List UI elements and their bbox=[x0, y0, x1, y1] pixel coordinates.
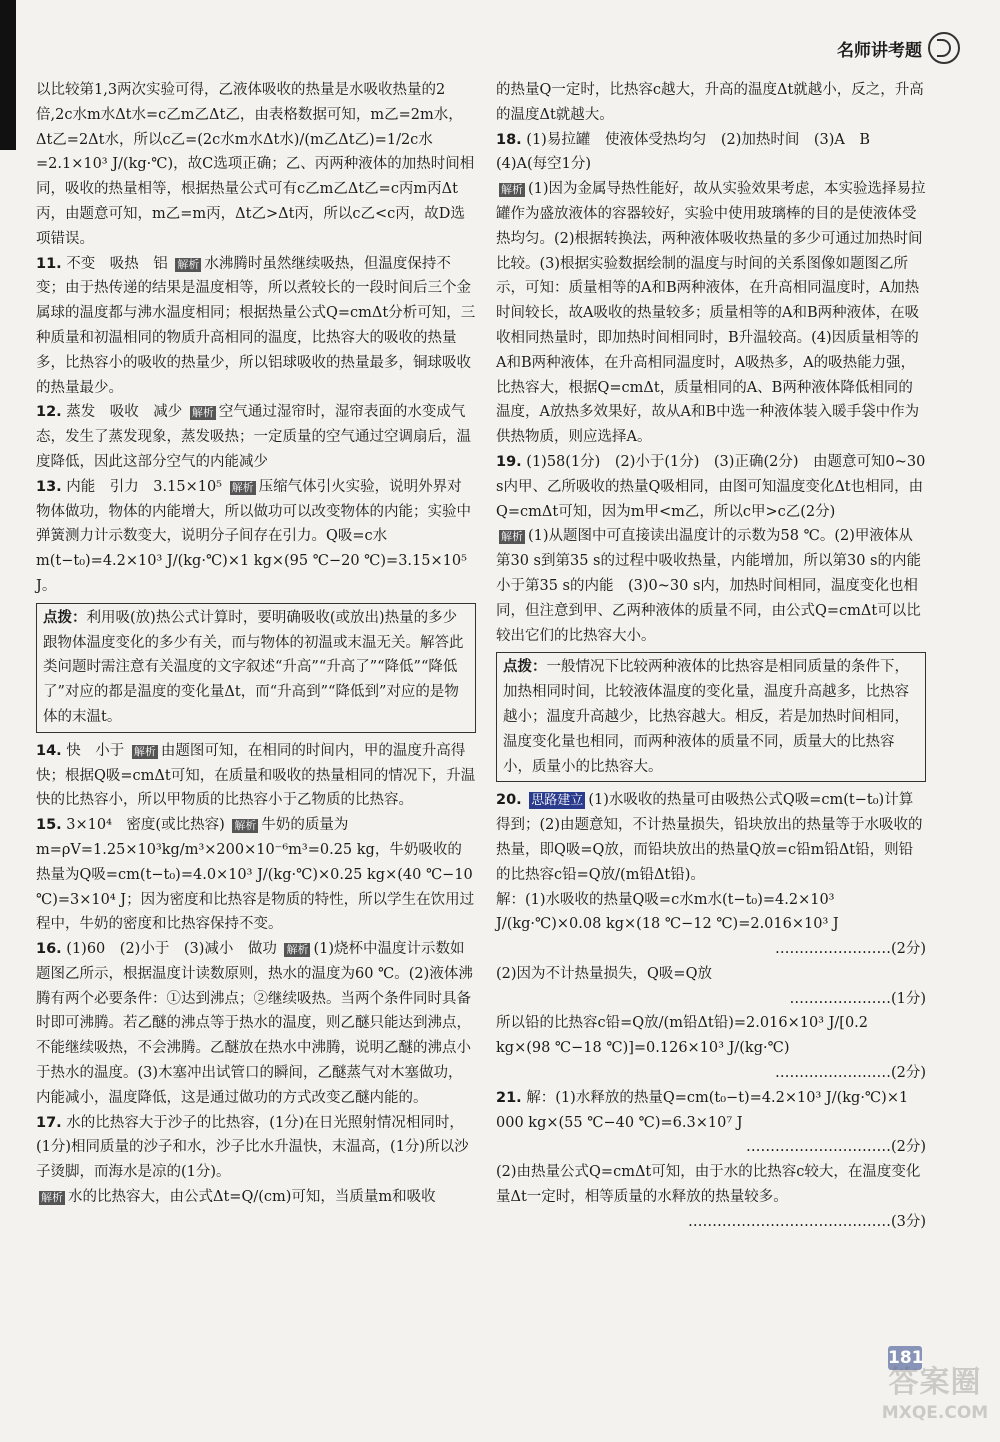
score: ……………………………………(3分) bbox=[687, 1213, 926, 1230]
header-title: 名师讲考题 bbox=[837, 40, 922, 61]
answer: 不变 吸热 铝 bbox=[66, 255, 168, 272]
watermark: 答案圈 MXQE.COM bbox=[881, 1365, 989, 1423]
score: …………………(1分) bbox=[789, 990, 926, 1007]
question-19: 19. (1)58(1分) (2)小于(1分) (3)正确(2分) 由题意可知0~30 s内甲、乙所吸收的热量Q吸相同，由图可知温度变化Δt也相同，由Q=cmΔt可知，因为m甲<m乙，所以c甲>c乙(2分) 解析 (1)从题图中可直接读出温度计的示数为58 ℃。(2)甲液体从第30 s到第35 s的过程中吸收热量，内能增加，所以第30 s的内能小于第35 s的内能 (3)0~30 s内，加热时间相同，温度变化也相同，但注意到甲、乙两种液体的质量不同，由公式Q=cmΔt可以比较出它们的比热容大小。 bbox=[496, 453, 926, 644]
analysis-tag: 解析 bbox=[191, 406, 214, 420]
solution-step: (2)因为不计热量损失，Q吸=Q放 …………………(1分) bbox=[496, 962, 926, 1012]
question-12: 12. 蒸发 吸收 减少 解析 空气通过湿帘时，湿帘表面的水变成气态，发生了蒸发现象，蒸发吸热；一定质量的空气通过空调扇后，温度降低，因此这部分空气的内能减少 bbox=[36, 404, 471, 470]
analysis-tag: 解析 bbox=[177, 257, 200, 271]
analysis-tag: 解析 bbox=[286, 943, 309, 957]
question-17-analysis bbox=[36, 1185, 476, 1210]
analysis-tag: 解析 bbox=[501, 530, 523, 544]
continued-text: 的热量Q一定时，比热容c越大，升高的温度Δt就越小，反之，升高的温度Δt就越大。 bbox=[496, 82, 924, 123]
thinking-tag: 思路建立 bbox=[531, 793, 584, 809]
score: ……………………(2分) bbox=[774, 941, 926, 958]
analysis-tag: 解析 bbox=[231, 480, 254, 494]
answer: (1)60 (2)小于 (3)减小 做功 bbox=[66, 941, 277, 958]
question-15: 15. 3×10⁴ 密度(或比热容) 解析 牛奶的质量为m=ρV=1.25×10³kg/m³×200×10⁻⁶m³=0.25 kg，牛奶吸收的热量为Q吸=cm(t−t₀)=4.0×10³ J/(kg·℃)×0.25 kg×(40 ℃−10 ℃)=3×10⁴ J；因为密度和比热容是物质的特性，所以学生在饮用过程中，牛奶的密度和比热容保持不变。 bbox=[36, 817, 475, 933]
analysis-text: (1)因为金属导热性能好，故从实验效果考虑，本实验选择易拉罐作为盛放液体的容器较好，实验中使用玻璃棒的目的是使液体受热均匀。(2)根据转换法，两种液体吸收热量的多少可通过加热时间比较。(3)根据实验数据绘制的温度与时间的关系图像如题图乙所示，可知：质量相等的A和B两种液体，在升高相同温度时，A加热时间较长，故A吸收的热量较多；质量相等的A和B两种液体，在吸收相同热量时，即加热时间相同时，B升温较高。(4)因质量相等的A和B两种液体，在升高相同温度时，A吸热多，A的吸热能力强，比热容大，根据Q=cmΔt，质量相同的A、B两种液体降低相同的温度，A放热多效果好，故从A和B中选一种液体装入暖手袋中作为供热物质，则应选择A。 bbox=[496, 181, 926, 446]
question-11: 11. 不变 吸热 铝 解析 水沸腾时虽然继续吸热，但温度保持不变；由于热传递的结果是温度相等，所以煮较长的一段时间后三个金属球的温度都与沸水温度相同；根据热量公式Q=cmΔt分析可知，三种质量和初温相同的物质升高相同的温度，比热容大的吸收的热量多，比热容小的吸收的热量少，所以铝球吸收的热量最多，铜球吸收的热量最少。 bbox=[36, 255, 476, 396]
analysis-text: (1)从题图中可直接读出温度计的示数为58 ℃。(2)甲液体从第30 s到第35 s的过程中吸收热量，内能增加，所以第30 s的内能小于第35 s的内能 (3)0~30 s内，加热时间相同，温度变化也相同，但注意到甲、乙两种液体的质量不同，由公式Q=cmΔt可以比较出它们的比热容大小。 bbox=[496, 528, 922, 644]
analysis-text: (1)烧杯中温度计示数如题图乙所示，根据温度计读数原则，热水的温度为60 ℃。(2)液体沸腾有两个必要条件：①达到沸点；②继续吸热。当两个条件同时具备时即可沸腾。若乙醚的沸点等于热水的温度，则乙醚只能达到沸点，不能继续吸热，不会沸腾。乙醚放在热水中沸腾，说明乙醚的沸点小于热水的温度。(3)木塞冲出试管口的瞬间，乙醚蒸气对木塞做功，内能减小，温度降低，这是通过做功的方式改变乙醚内能的。 bbox=[36, 941, 473, 1106]
analysis-text: 由题图可知，在相同的时间内，甲的温度升高得快；根据Q吸=cmΔt可知，在质量和吸收的热量相同的情况下，升温快的比热容小，所以甲物质的比热容小于乙物质的比热容。 bbox=[36, 742, 476, 809]
question-18: 18. (1)易拉罐 使液体受热均匀 (2)加热时间 (3)A B (4)A(每空1分) 解析 (1)因为金属导热性能好，故从实验效果考虑，本实验选择易拉罐作为盛放液体的容器较好，实验中使用玻璃棒的目的是使液体受热均匀。(2)根据转换法，两种液体吸收热量的多少可通过加热时间比较。(3)根据实验数据绘制的温度与时间的关系图像如题图乙所示，可知：质量相等的A和B两种液体，在升高相同温度时，A加热时间较长，故A吸收的热量较多；质量相等的A和B两种液体，在吸收相同热量时，即加热时间相同时，B升温较高。(4)因质量相等的A和B两种液体，在升高相同温度时，A吸热多，A的吸热能力强，比热容大，根据Q=cmΔt，质量相同的A、B两种液体降低相同的温度，A放热多效果好，故从A和B中选一种液体装入暖手袋中作为供热物质，则应选择A。 bbox=[496, 131, 926, 446]
answer: 快 小于 bbox=[66, 742, 125, 759]
score: …………………………(2分) bbox=[745, 1139, 926, 1156]
question-13: 13. 内能 引力 3.15×10⁵ 解析 压缩气体引火实验，说明外界对物体做功，物体的内能增大，所以做功可以改变物体的内能；实验中弹簧测力计示数变大，说明分子间存在引力。Q吸=c水m(t−t₀)=4.2×10³ J/(kg·℃)×1 kg×(95 ℃−20 ℃)=3.15×10⁵ J。 bbox=[36, 478, 471, 594]
answer-block: 以比较第1,3两次实验可得，乙液体吸收的热量是水吸收热量的2倍,2c水m水Δt水=c乙m乙Δt乙，由表格数据可知，m乙=2m水，Δt乙=2Δt水，所以c乙=(2c水m水Δt水)/(m乙Δt乙)=1/2c水=2.1×10³ J/(kg·℃)，故C选项正确；乙、丙两种液体的加热时间相同，吸收的热量相等，根据热量公式可有c乙m乙Δt乙=c丙m丙Δt丙，由题意可知，m乙=m丙，Δt乙>Δt丙，所以c乙<c丙，故D选项错误。 bbox=[36, 82, 475, 247]
page-number: 181 bbox=[888, 1348, 924, 1368]
analysis-tag: 解析 bbox=[41, 1191, 63, 1205]
analysis-text: 压缩气体引火实验，说明外界对物体做功，物体的内能增大，所以做功可以改变物体的内能；实验中弹簧测力计示数变大，说明分子间存在引力。Q吸=c水m(t−t₀)=4.2×10³ J/(kg·℃)×1 kg×(95 ℃−20 ℃)=3.15×10⁵ J。 bbox=[36, 478, 471, 594]
thinking-text: (1)水吸收的热量可由吸热公式Q吸=cm(t−t₀)计算得到；(2)由题意知，不计热量损失，铅块放出的热量等于水吸收的热量，即Q吸=Q放，而铅块放出的热量Q放=c铅m铅Δt铅，则铅的比热容c铅=Q放/(m铅Δt铅)。 bbox=[496, 792, 923, 883]
solution-step: (2)由热量公式Q=cmΔt可知，由于水的比热容c较大，在温度变化量Δt一定时，相等质量的水释放的热量较多。 ……………………………………(3分) bbox=[496, 1160, 926, 1234]
answer: 内能 引力 3.15×10⁵ bbox=[66, 478, 222, 495]
analysis-text: 空气通过湿帘时，湿帘表面的水变成气态，发生了蒸发现象，蒸发吸热；一定质量的空气通过空调扇后，温度降低，因此这部分空气的内能减少 bbox=[36, 404, 471, 470]
answer: 蒸发 吸收 减少 bbox=[66, 404, 183, 421]
analysis-text: 水沸腾时虽然继续吸热，但温度保持不变；由于热传递的结果是温度相等，所以煮较长的一段时间后三个金属球的温度都与沸水温度相同；根据热量公式Q=cmΔt分析可知，三种质量和初温相同的物质升高相同的温度，比热容大的吸收的热量多，比热容小的吸收的热量少，所以铝球吸收的热量最多，铜球吸收的热量最少。 bbox=[36, 255, 476, 396]
question-20: 20. 思路建立 (1)水吸收的热量可由吸热公式Q吸=cm(t−t₀)计算得到；(2)由题意知，不计热量损失，铅块放出的热量等于水吸收的热量，即Q吸=Q放，而铅块放出的热量Q放=c铅m铅Δt铅，则铅的比热容c铅=Q放/(m铅Δt铅)。 bbox=[496, 792, 923, 883]
left-column bbox=[36, 78, 476, 1210]
question-21: 21. 解：(1)水释放的热量Q=cm(t₀−t)=4.2×10³ J/(kg·℃)×1 000 kg×(55 ℃−40 ℃)=6.3×10⁷ J …………………………(2分) bbox=[496, 1086, 926, 1160]
question-16: 16. (1)60 (2)小于 (3)减小 做功 解析 (1)烧杯中温度计示数如题图乙所示，根据温度计读数原则，热水的温度为60 ℃。(2)液体沸腾有两个必要条件：①达到沸点；②继续吸热。当两个条件同时具备时即可沸腾。若乙醚的沸点等于热水的温度，则乙醚只能达到沸点，不能继续吸热，不会沸腾。乙醚放在热水中沸腾，说明乙醚的沸点小于热水的温度。(3)木塞冲出试管口的瞬间，乙醚蒸气对木塞做功，内能减小，温度降低，这是通过做功的方式改变乙醚内能的。 bbox=[36, 941, 473, 1106]
logo-icon bbox=[928, 32, 960, 64]
answer: 3×10⁴ 密度(或比热容) bbox=[66, 817, 225, 834]
answer: (1)易拉罐 使液体受热均匀 (2)加热时间 (3)A B (4)A(每空1分) bbox=[496, 131, 885, 173]
question-14: 14. 快 小于 解析 由题图可知，在相同的时间内，甲的温度升高得快；根据Q吸=cmΔt可知，在质量和吸收的热量相同的情况下，升温快的比热容小，所以甲物质的比热容小于乙物质的比热容。 bbox=[36, 742, 476, 809]
score: ……………………(2分) bbox=[774, 1065, 926, 1082]
tip-box: 点拨：利用吸(放)热公式计算时，要明确吸收(或放出)热量的多少跟物体温度变化的多少有关，而与物体的初温或末温无关。解答此类问题时需注意有关温度的文字叙述“升高”“升高了”“降低”“降低了”对应的都是温度的变化量Δt，而“升高到”“降低到”对应的是物体的末温t。 bbox=[36, 603, 476, 733]
analysis-text: 牛奶的质量为m=ρV=1.25×10³kg/m³×200×10⁻⁶m³=0.25 kg，牛奶吸收的热量为Q吸=cm(t−t₀)=4.0×10³ J/(kg·℃)×0.25 kg×(40 ℃−10 ℃)=3×10⁴ J；因为密度和比热容是物质的特性，所以学生在饮用过程中，牛奶的密度和比热容保持不变。 bbox=[36, 817, 475, 933]
tip-box: 点拨：一般情况下比较两种液体的比热容是相同质量的条件下，加热相同时间，比较液体温度的变化量，温度升高越多，比热容越小；温度升高越少，比热容越大。相反，若是加热时间相同，温度变化量也相同，而两种液体的质量不同，质量大的比热容小，质量小的比热容大。 bbox=[496, 652, 926, 782]
tip-text: 利用吸(放)热公式计算时，要明确吸收(或放出)热量的多少跟物体温度变化的多少有关，而与物体的初温或末温无关。解答此类问题时需注意有关温度的文字叙述“升高”“升高了”“降低”“降低了”对应的都是温度的变化量Δt，而“升高到”“降低到”对应的是物体的末温t。 bbox=[43, 609, 464, 725]
analysis-tag: 解析 bbox=[133, 744, 156, 758]
solution-step: 所以铅的比热容c铅=Q放/(m铅Δt铅)=2.016×10³ J/[0.2 kg×(98 ℃−18 ℃)]=0.126×10³ J/(kg·℃) ……………………(2分) bbox=[496, 1011, 926, 1085]
page-spine bbox=[0, 0, 16, 150]
solution-step: 解：(1)水吸收的热量Q吸=c水m水(t−t₀)=4.2×10³ J/(kg·℃)×0.08 kg×(18 ℃−12 ℃)=2.016×10³ J ……………………(2分) bbox=[496, 888, 926, 962]
page-header bbox=[837, 32, 960, 64]
answer-text: 水的比热容大于沙子的比热容，(1分)在日光照射情况相同时，(1分)相同质量的沙子和水，沙子比水升温快，末温高，(1分)所以沙子烫脚，而海水是凉的(1分)。 bbox=[36, 1114, 469, 1181]
analysis-tag: 解析 bbox=[501, 183, 523, 197]
question-17: 17. 水的比热容大于沙子的比热容，(1分)在日光照射情况相同时，(1分)相同质量的沙子和水，沙子比水升温快，末温高，(1分)所以沙子烫脚，而海水是凉的(1分)。 bbox=[36, 1114, 469, 1181]
right-column bbox=[496, 78, 926, 1235]
answer: (1)58(1分) (2)小于(1分) (3)正确(2分) 由题意可知0~30 s内甲、乙所吸收的热量Q吸相同，由图可知温度变化Δt也相同，由Q=cmΔt可知，因为m甲<m乙，所以c甲>c乙(2分) bbox=[496, 453, 926, 520]
analysis-tag: 解析 bbox=[234, 819, 257, 833]
analysis-text: 水的比热容大，由公式Δt=Q/(cm)可知，当质量m和吸收 bbox=[68, 1189, 436, 1206]
tip-text: 一般情况下比较两种液体的比热容是相同质量的条件下，加热相同时间，比较液体温度的变化量，温度升高越多，比热容越小；温度升高越少，比热容越大。相反，若是加热时间相同，温度变化量也相同，而两种液体的质量不同，质量大的比热容小，质量小的比热容大。 bbox=[503, 659, 909, 775]
